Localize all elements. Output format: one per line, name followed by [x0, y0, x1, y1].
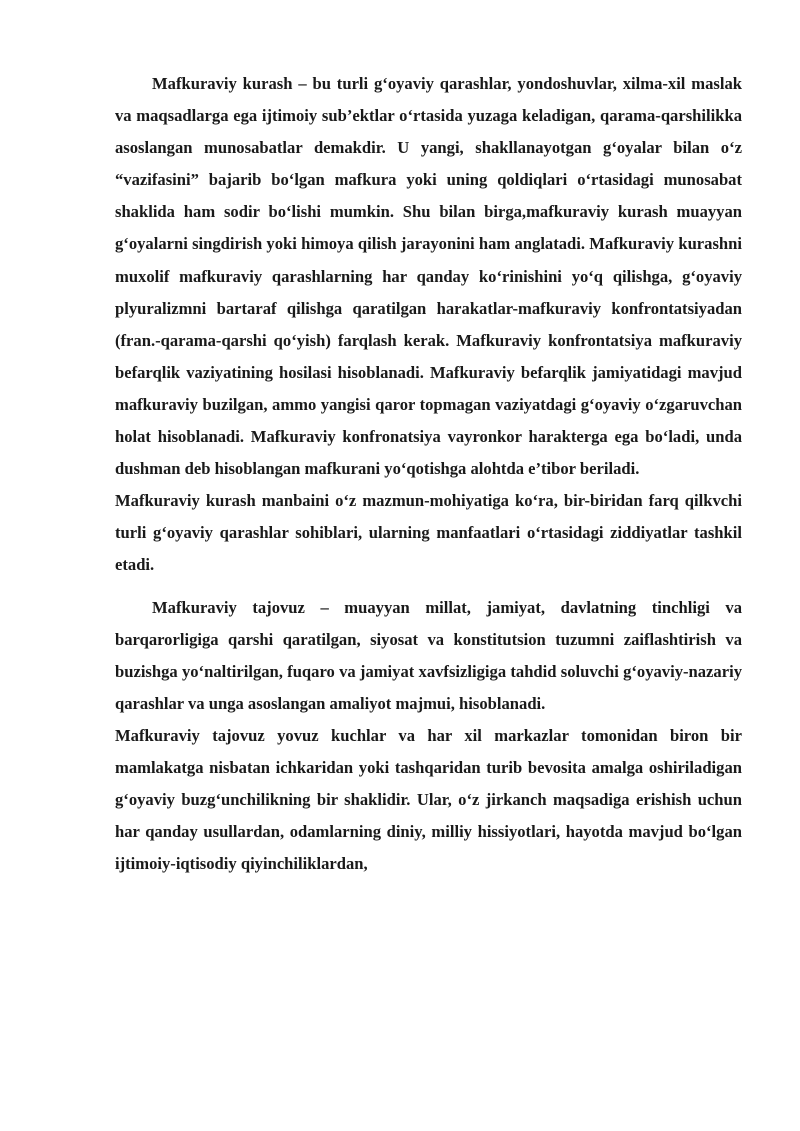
paragraph-mafkuraviy-tajovuz-definition: Mafkuraviy tajovuz – muayyan millat, jamiyat, davlatning tinchligi va barqarorligiga qarshi qaratilgan, siyosat va konstitutsion tuzumni zaiflashtirish va buzishga yo‘naltirilgan, fuqaro va jamiyat xavfsizligiga tahdid soluvchi g‘oyaviy-nazariy qarashlar va unga asoslangan amaliyot majmui, hisoblanadi. [115, 597, 742, 713]
paragraph-mafkuraviy-kurash-definition: Mafkuraviy kurash – bu turli g‘oyaviy qarashlar, yondoshuvlar, xilma-xil maslak va maqsadlarga ega ijtimoiy sub’ektlar o‘rtasida yuzaga keladigan, qarama-qarshilikka asoslangan munosabatlar demakdir. U yangi, shakllanayotgan g‘oyalar bilan o‘z “vazifasini” bajarib bo‘lgan mafkura yoki uning qoldiqlari o‘rtasidagi munosabat shaklida ham sodir bo‘lishi mumkin. Shu bilan birga,mafkuraviy kurash muayyan g‘oyalarni singdirish yoki himoya qilish jarayonini ham anglatadi. Mafkuraviy kurashni muxolif mafkuraviy qarashlarning har qanday ko‘rinishini yo‘q qilishga, g‘oyaviy plyuralizmni bartaraf qilishga qaratilgan harakatlar-mafkuraviy konfrontatsiyadan (fran.-qarama-qarshi qo‘yish) farqlash kerak. Mafkuraviy konfrontatsiya mafkuraviy befarqlik vaziyatining hosilasi hisoblanadi. Mafkuraviy befarqlik jamiyatidagi mavjud mafkuraviy buzilgan, ammo yangisi qaror topmagan vaziyatdagi g‘oyaviy o‘zgaruvchan holat hisoblanadi. Mafkuraviy konfronatsiya vayronkor harakterga ega bo‘ladi, unda dushman deb hisoblangan mafkurani yo‘qotishga alohtda e’tibor beriladi. [115, 74, 742, 479]
paragraph-mafkuraviy-kurash-source: Mafkuraviy kurash manbaini o‘z mazmun-mohiyatiga ko‘ra, bir-biridan farq qilkvchi turli g‘oyaviy qarashlar sohiblari, ularning manfaatlari o‘rtasidagi ziddiyatlar tashkil etadi. [115, 491, 742, 575]
document-page [115, 68, 742, 880]
paragraph-mafkuraviy-tajovuz-description: Mafkuraviy tajovuz yovuz kuchlar va har xil markazlar tomonidan biron bir mamlakatga nisbatan ichkaridan yoki tashqaridan turib bevosita amalga oshiriladigan g‘oyaviy buzg‘unchilikning bir shaklidir. Ular, o‘z jirkanch maqsadiga erishish uchun har qanday usullardan, odamlarning diniy, milliy hissiyotlari, hayotda mavjud bo‘lgan ijtimoiy-iqtisodiy qiyinchiliklardan, [115, 725, 742, 874]
